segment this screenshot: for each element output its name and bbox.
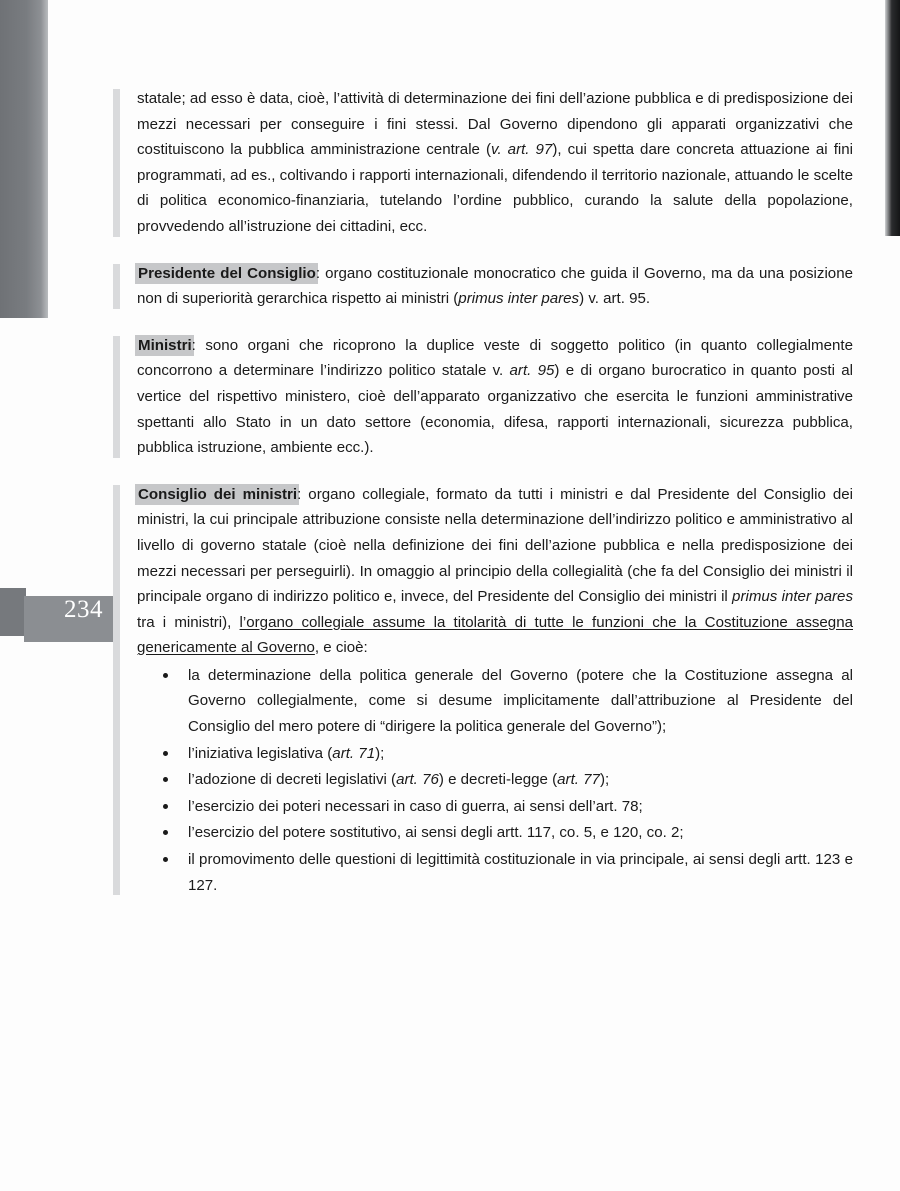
list-item <box>137 663 853 740</box>
underlined-passage: l’organo collegiale assume la titolarità di tutte le funzioni che la Costituzione assegna genericamente al Governo <box>137 613 853 657</box>
list-item <box>137 847 853 898</box>
list-item <box>137 794 853 820</box>
list-item <box>137 741 853 767</box>
paragraph-continued <box>137 86 853 240</box>
change-bar <box>113 485 120 896</box>
article-reference-2: art. 77 <box>557 771 600 789</box>
entry-ministri <box>137 333 853 461</box>
change-bar <box>113 336 120 458</box>
entry-text-cont: ) v. art. 95. <box>579 290 651 308</box>
paragraph-text-cont: ), cui spetta dare concreta attuazione ai fini programmati, ad es., coltivando i rapporti internazionali, difendendo il territorio nazionale, attuando le scelte di politica economico-finanziaria, tutelando l’ordine pubblico, curando la salute della popolazione, provvedendo all’istruzione dei cittadini, ecc. <box>137 141 853 235</box>
entry-term: Consiglio dei ministri <box>138 485 298 503</box>
entry-text: : organo costituzionale monocratico che guida il Governo, ma da una posizione non di superiorità gerarchica rispetto ai ministri ( <box>137 264 853 308</box>
entry-text-end: , e cioè: <box>314 639 368 657</box>
paragraph-text: statale; ad esso è data, cioè, l’attività di determinazione dei fini dell’azione pubblica e di predisposizione dei mezzi necessari per conseguire i fini stessi. Dal Governo dipendono gli apparati organizzativi che costituiscono la pubblica amministrazione centrale ( <box>137 90 853 159</box>
list-item-text: l’iniziativa legislativa ( <box>188 744 333 762</box>
list-item-text: l’esercizio dei poteri necessari in caso di guerra, ai sensi dell’art. 78; <box>188 797 643 815</box>
article-reference: art. 95 <box>509 362 555 380</box>
entry-text-cont: ) e di organo burocratico in quanto posti al vertice del rispettivo ministero, cioè dell’apparato organizzativo che esercita le funzioni amministrative spettanti allo Stato in un dato settore (economia, difesa, rapporti internazionali, sicurezza pubblica, pubblica istruzione, ambiente ecc.). <box>137 362 853 457</box>
entry-consiglio-dei-ministri <box>137 482 853 899</box>
page-number: 234 <box>64 596 103 623</box>
change-bar <box>113 264 120 309</box>
list-item <box>137 767 853 793</box>
entry-presidente-del-consiglio <box>137 261 853 312</box>
entry-term: Ministri <box>138 336 192 354</box>
latin-phrase: primus inter pares <box>732 588 853 606</box>
text-column <box>137 86 853 899</box>
article-reference: art. 76 <box>396 771 439 789</box>
entry-text: : sono organi che ricoprono la duplice veste di soggetto politico (in quanto collegialmente concorrono a determinare l’indirizzo politico statale v. <box>137 336 853 380</box>
list-item-text-cont: ) e decreti-legge ( <box>438 771 558 789</box>
entry-text: : organo collegiale, formato da tutti i ministri e dal Presidente del Consiglio dei ministri, la cui principale attribuzione consiste nella determinazione dell’indirizzo politico e amministrativo al livello di governo statale (cioè nella definizione dei fini dell’azione pubblica e nella predisposizione dei mezzi necessari per perseguirli). In omaggio al principio della collegialità (che fa del Consiglio dei ministri il principale organo di indirizzo politico e, invece, del Presidente del Consiglio dei ministri il <box>137 485 853 606</box>
entry-term: Presidente del Consiglio <box>138 264 316 282</box>
list-item-text: la determinazione della politica generale del Governo (potere che la Costituzione assegna al Governo collegialmente, come si desume implicitamente dall’attribuzione al Presidente del Consiglio del mero potere di “dirigere la politica generale del Governo”); <box>188 666 853 736</box>
list-item-text: il promovimento delle questioni di legittimità costituzionale in via principale, ai sensi degli artt. 123 e 127. <box>188 851 853 894</box>
scan-edge-shadow-left <box>0 0 48 318</box>
list-item-text-cont: ); <box>375 744 385 762</box>
article-reference: v. art. 97 <box>491 141 553 159</box>
page-number-tab <box>0 586 113 644</box>
article-reference: art. 71 <box>332 744 376 762</box>
latin-phrase: primus inter pares <box>458 290 580 308</box>
change-bar <box>113 89 120 237</box>
list-item-text: l’esercizio del potere sostitutivo, ai sensi degli artt. 117, co. 5, e 120, co. 2; <box>188 824 684 842</box>
list-item-text-end: ); <box>599 771 610 789</box>
entry-text-cont: tra i ministri), <box>137 613 240 631</box>
functions-list <box>137 663 853 898</box>
page-tab-stub <box>0 588 26 636</box>
list-item-text: l’adozione di decreti legislativi ( <box>188 771 397 789</box>
list-item <box>137 820 853 846</box>
scan-edge-shadow-right <box>885 0 900 236</box>
